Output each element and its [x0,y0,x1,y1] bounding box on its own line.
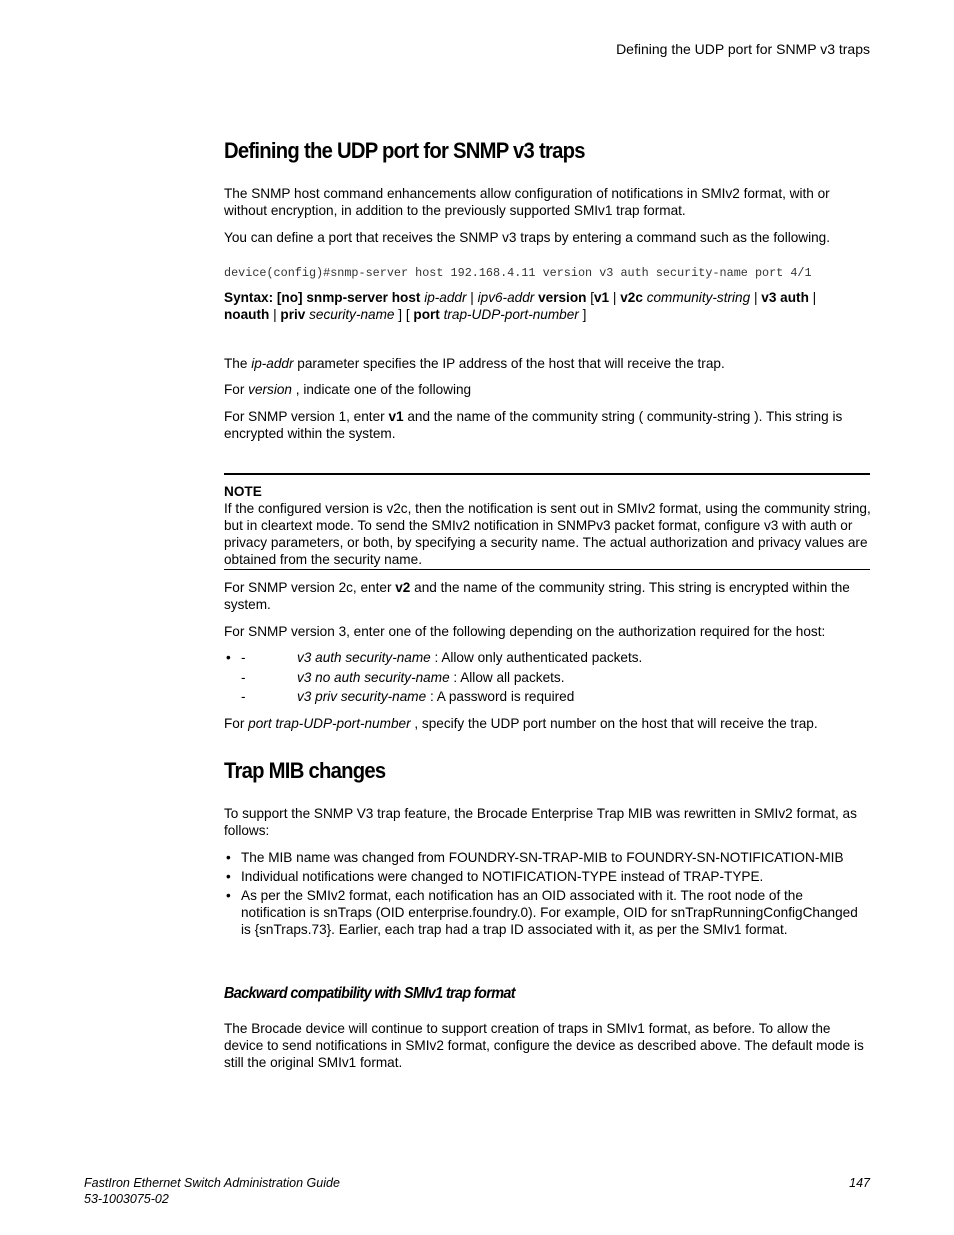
list-item [224,887,871,938]
note-bottom-rule [224,569,870,570]
bullet-text: As per the SMIv2 format, each notification has an OID associated with it. The root node of the notification is snTraps (OID enterprise.foundry.0). For example, OID for snTrapRunningConfigChanged is {snTraps.73}. Earlier, each trap had a trap ID associated with it, as per the SMIv1 format. [241,888,858,937]
option-term: v3 auth security-name [297,650,431,665]
define-port-paragraph: You can define a port that receives the SNMP v3 traps by entering a command such as the following. [224,230,831,245]
ip-addr-description [224,355,872,372]
port-description [224,715,872,732]
syntax-no: [no] [276,290,303,305]
footer-doc-number: 53-1003075-02 [84,1192,169,1206]
option-text [297,669,564,686]
keyword-term: v2 [395,580,411,595]
version-line [224,381,872,398]
text-run: For [224,716,249,731]
footer-guide-title: FastIron Ethernet Switch Administration Guide [84,1176,340,1190]
syntax-bracket: ] [578,307,587,322]
syntax-trap-port: trap-UDP-port-number [443,307,579,322]
text-run: For SNMP version 2c, enter [224,580,396,595]
syntax-label: Syntax: [224,290,274,305]
option-text [297,649,642,666]
list-item [224,868,872,885]
subsection-heading-backward-compat: Backward compatibility with SMIv1 trap format [224,985,515,1002]
parameter-term: version [248,382,292,397]
syntax-pipe: | [466,290,478,305]
syntax-ip-addr: ip-addr [424,290,467,305]
syntax-v3-auth: v3 auth [761,290,809,305]
footer-page-number: 147 [849,1176,870,1190]
syntax-community-string: community-string [646,290,751,305]
note-top-rule [224,473,870,475]
dash-mark: - [241,650,246,665]
syntax-priv: priv [280,307,306,322]
bullet-mark: • [226,650,231,665]
syntax-port: port [413,307,440,322]
list-item [224,849,872,866]
v1-description [224,408,872,442]
list-item [224,669,864,689]
v3-description: For SNMP version 3, enter one of the following depending on the authorization required for the host: [224,624,826,639]
trap-mib-bullet-list [224,849,872,938]
section-heading-trap-mib: Trap MIB changes [224,758,386,783]
text-run: For [224,382,249,397]
syntax-line [224,289,872,323]
option-desc: : Allow all packets. [449,669,565,685]
note-label: NOTE [224,484,262,499]
parameter-term: port trap-UDP-port-number [248,716,411,731]
section-heading-udp-port: Defining the UDP port for SNMP v3 traps [224,138,585,163]
keyword-term: v1 [388,409,404,424]
command-example: device(config)#snmp-server host 192.168.4.11 version v3 auth security-name port 4/1 [224,266,812,280]
intro-paragraph: The SNMP host command enhancements allow configuration of notifications in SMIv2 format, with or without encryption, in addition to the previously supported SMIv1 trap format. [224,186,830,218]
list-item [224,649,864,669]
text-run: , specify the UDP port number on the host that will receive the trap. [410,716,818,731]
bullet-mark: • [226,888,231,903]
running-header: Defining the UDP port for SNMP v3 traps [616,41,870,57]
syntax-bracket: ] [ [394,307,414,322]
list-item [224,688,864,708]
option-desc: : A password is required [426,689,575,704]
dash-mark: - [241,669,246,685]
syntax-pipe: | [750,290,762,305]
dash-mark: - [241,689,246,704]
backward-compat-paragraph: The Brocade device will continue to support creation of traps in SMIv1 format, as before. To allow the device to send notifications in SMIv2 format, configure the device as described above. The default mode is still the original SMIv1 format. [224,1021,864,1070]
syntax-v1: v1 [594,290,610,305]
option-term: v3 no auth security-name [297,669,450,685]
syntax-ipv6-addr: ipv6-addr [477,290,535,305]
text-run: For SNMP version 1, enter [224,409,389,424]
option-desc: : Allow only authenticated packets. [430,650,643,665]
text-run: parameter specifies the IP address of the host that will receive the trap. [293,356,725,371]
bullet-mark: • [226,850,231,865]
option-term: v3 priv security-name [297,689,427,704]
syntax-security-name: security-name [309,307,395,322]
trap-mib-intro: To support the SNMP V3 trap feature, the Brocade Enterprise Trap MIB was rewritten in SMIv2 format, as follows: [224,806,857,838]
bullet-text: Individual notifications were changed to NOTIFICATION-TYPE instead of TRAP-TYPE. [241,869,764,884]
bullet-text: The MIB name was changed from FOUNDRY-SN-TRAP-MIB to FOUNDRY-SN-NOTIFICATION-MIB [241,850,844,865]
text-run: The [224,356,252,371]
syntax-version: version [538,290,587,305]
text-run: and the name of the community string ( community-string ). This string is encrypted within the system. [224,409,843,441]
syntax-pipe: | [609,290,621,305]
note-text: If the configured version is v2c, then the notification is sent out in SMIv2 format, using the community string, but in cleartext mode. To send the SMIv2 notification in SNMPv3 packet format, configure v3 with auth or privacy parameters, or both, by specifying a security name. The actual authorization and privacy values are obtained from the security name. [224,501,871,567]
syntax-noauth: noauth [224,307,270,322]
syntax-v2c: v2c [620,290,643,305]
text-run: , indicate one of the following [292,382,472,397]
v3-option-list [224,649,864,708]
syntax-bracket: [ [586,290,594,305]
text-run: and the name of the community string. This string is encrypted within the system. [224,580,850,612]
parameter-term: ip-addr [251,356,294,371]
bullet-mark: • [226,869,231,884]
option-text [297,688,574,705]
syntax-pipe: | [269,307,281,322]
syntax-pipe: | [808,290,817,305]
syntax-command: snmp-server host [306,290,421,305]
v2-description [224,579,872,613]
